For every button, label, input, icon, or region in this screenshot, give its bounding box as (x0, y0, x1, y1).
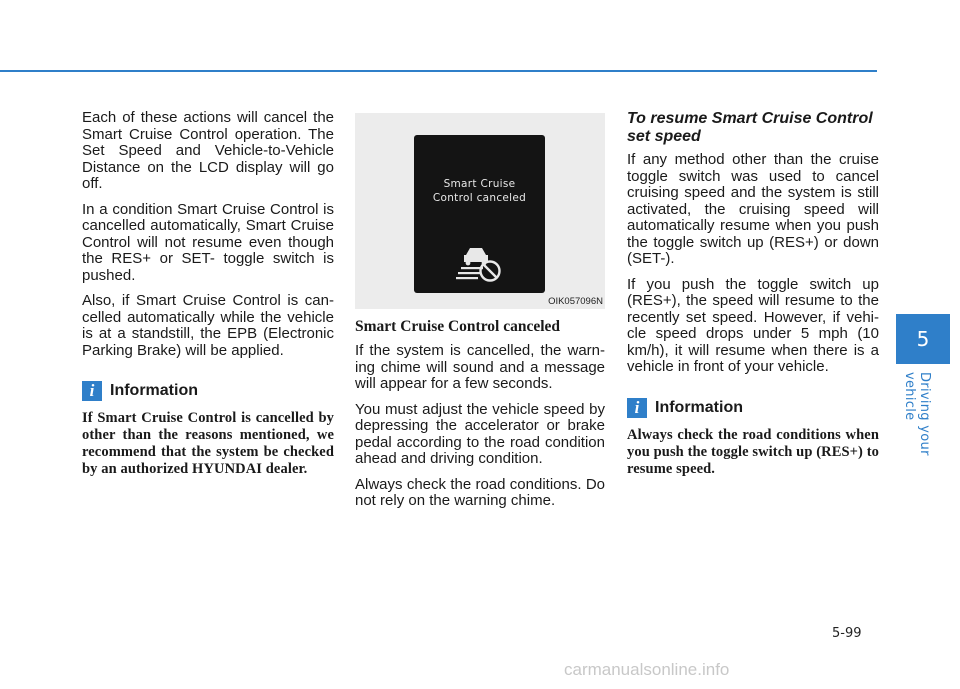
information-text: Always check the road conditions when you push the toggle switch up (RES+) to resume speed. (627, 426, 879, 477)
paragraph: Always check the road conditions. Do not rely on the warning chime. (355, 475, 605, 509)
paragraph: You must adjust the vehicle speed by depressing the accelerator or brake pedal according to the road condition ahead and driving condition. (355, 400, 605, 467)
chapter-tab: 5 (896, 314, 950, 364)
paragraph: If any method other than the cruise toggle switch was used to cancel cruising speed and the system is still activated, the cruising speed will automatically resume when you push the toggle switch up (RES+) or down (SET-). (627, 151, 879, 267)
information-title: Information (655, 398, 743, 416)
information-icon: i (82, 381, 102, 401)
column-right (627, 110, 879, 478)
paragraph: Each of these actions will cancel the Smart Cruise Control operation. The Set Speed and Vehicle-to-Vehicle Distance on the LCD display will go off. (82, 109, 334, 192)
lcd-message: Smart Cruise Control canceled (432, 178, 527, 204)
paragraph: If the system is cancelled, the warn-ing chime will sound and a message will appear for a few seconds. (355, 342, 605, 392)
information-header (627, 398, 879, 418)
column-left (82, 110, 334, 478)
chapter-title: Driving your vehicle (902, 372, 932, 456)
watermark: carmanualsonline.info (564, 660, 730, 679)
information-text: If Smart Cruise Control is cancelled by other than the reasons mentioned, we recommend that the system be checked by an authorized HYUNDAI dealer. (82, 410, 334, 477)
figure-caption: Smart Cruise Control canceled (355, 318, 561, 335)
information-icon: i (627, 398, 647, 418)
page-number: 5-99 (832, 626, 862, 641)
column-middle (355, 113, 605, 519)
paragraph: In a condition Smart Cruise Control is cancelled automatically, Smart Cruise Control will not resume even though the RES+ or SET- toggle switch is pushed. (82, 200, 334, 284)
header-rule (0, 70, 877, 72)
cruise-canceled-icon (456, 241, 506, 283)
cluster-figure (355, 113, 605, 309)
lcd-display (414, 135, 545, 293)
information-title: Information (110, 382, 198, 399)
information-header (82, 381, 334, 401)
section-heading: To resume Smart Cruise Control set speed (627, 110, 873, 145)
paragraph: Also, if Smart Cruise Control is can-celled automatically while the vehicle is at a standstill, the EPB (Electronic Parking Brake) will be applied. (82, 292, 334, 359)
paragraph: If you push the toggle switch up (RES+), the speed will resume to the recently set speed. However, if vehi-cle speed drops under 5 mph (10 km/h), it will resume when there is a vehicle in front of your vehicle. (627, 275, 879, 375)
figure-code: OIK057096N (548, 296, 603, 307)
